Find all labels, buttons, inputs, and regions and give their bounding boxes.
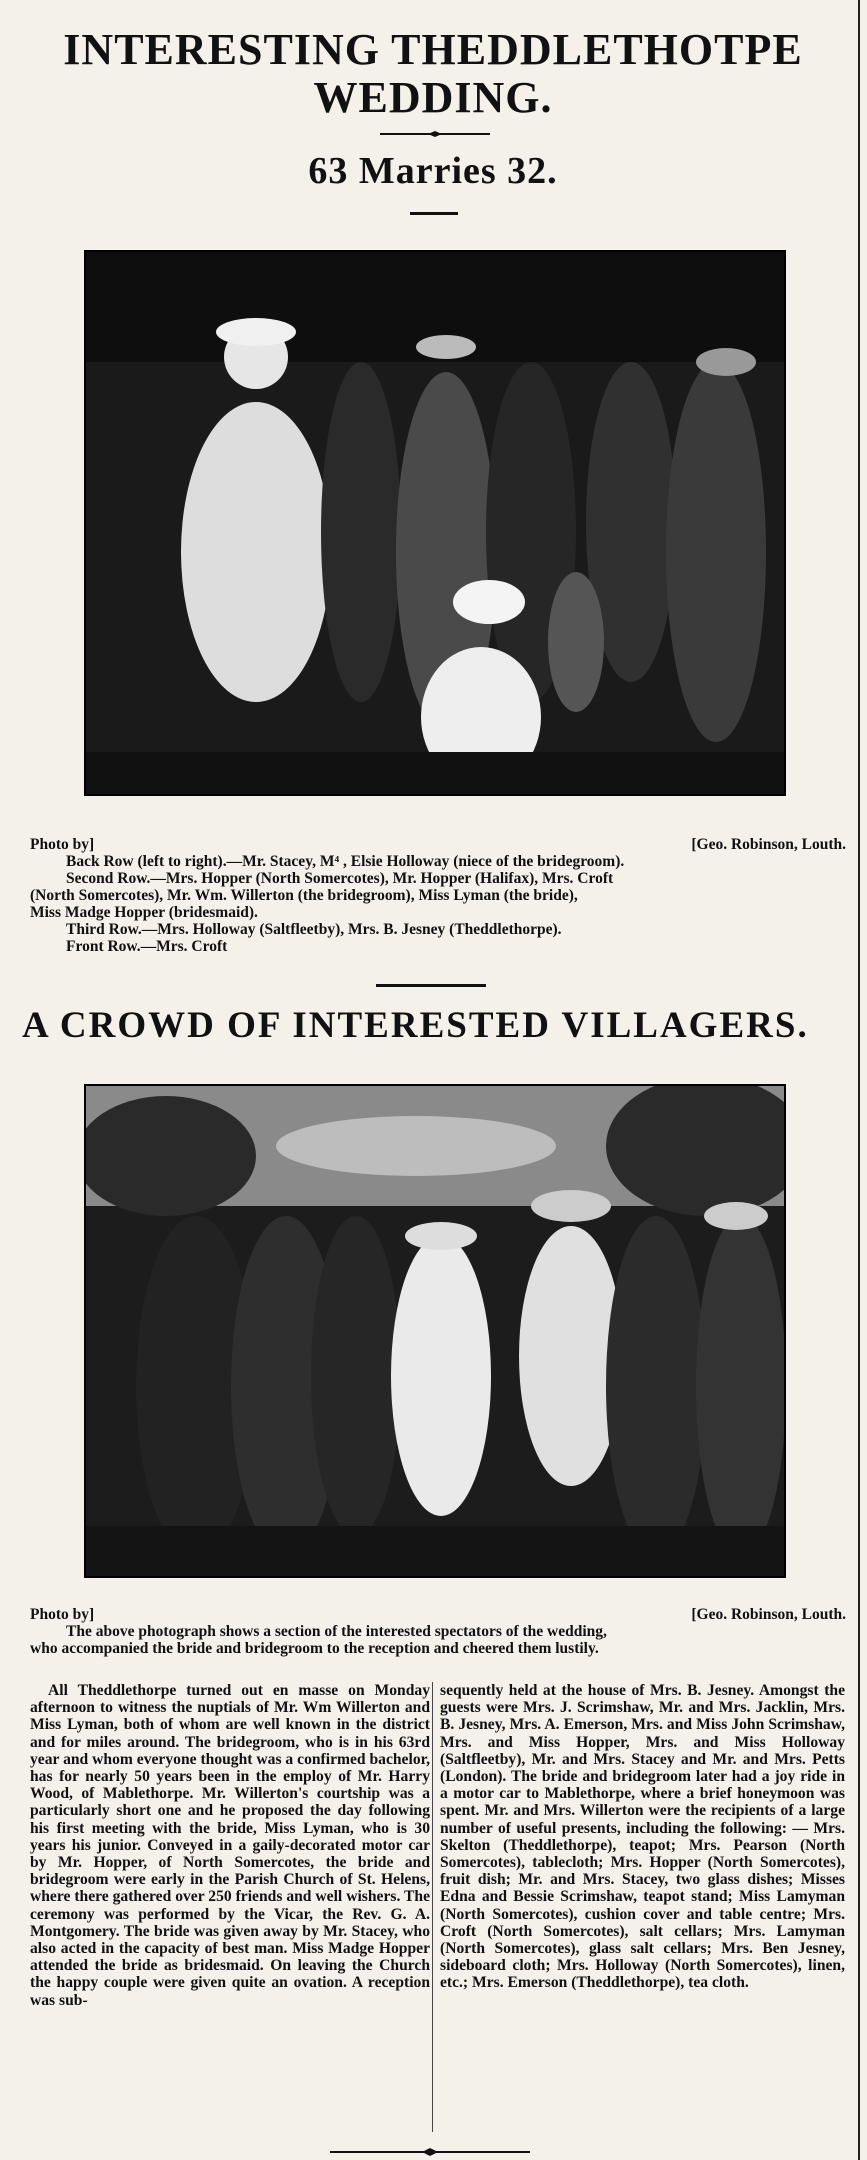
caption-second-row-cont: (North Somercotes), Mr. Wm. Willerton (the bridegroom), Miss Lyman (the bride), (30, 887, 578, 904)
photo2-credit-left: Photo by] (30, 1606, 95, 1623)
end-ornament (330, 2148, 530, 2156)
headline-line-2: WEDDING. (313, 73, 553, 122)
caption-front-row: Front Row.—Mrs. Croft (66, 938, 228, 955)
article-column-right (440, 1682, 845, 1992)
subheadline: 63 Marries 32. (308, 150, 558, 192)
article-column-left (30, 1682, 430, 2009)
subhead-rule (410, 212, 458, 215)
photo2-credit-right: [Geo. Robinson, Louth. (691, 1606, 846, 1623)
wedding-group-photo (84, 250, 786, 796)
caption-second-row: Second Row.—Mrs. Hopper (North Somercotes), Mr. Hopper (Halifax), Mrs. Croft (66, 870, 614, 887)
photo2-caption (30, 1606, 846, 1657)
headline-ornament (380, 131, 490, 137)
column-divider (432, 1682, 433, 2132)
photo2-credit (30, 1606, 846, 1623)
article-paragraph-right: sequently held at the house of Mrs. B. Jesney. Amongst the guests were Mrs. J. Scrimshaw, Mr. and Mrs. Jacklin, Mrs. B. Jesney, Mrs. A. Emerson, Mrs. and Miss John Scrimshaw, Mrs. and Miss Hopper, Mrs. and Miss Holloway (Saltfleetby), Mr. and Mrs. Stacey and Mr. and Mrs. Petts (London). The bride and bridegroom later had a joy ride in a motor car to Mablethorpe, where a brief honeymoon was spent. Mr. and Mrs. Willerton were the recipients of a large number of useful presents, including the following: — Mrs. Skelton (Theddlethorpe), teapot; Mrs. Pearson (North Somercotes), tablecloth; Mrs. Hopper (North Somercotes), fruit dish; Mr. and Mrs. Stacey, two glass dishes; Misses Edna and Bessie Scrimshaw, teapot stand; Miss Lamyman (North Somercotes), cushion cover and table centre; Mrs. Croft (North Somercotes), salt cellars; Mrs. Lamyman (North Somercotes), glass salt cellars; Mrs. Ben Jesney, sideboard cloth; Mrs. Holloway (North Somercotes), linen, etc.; Mrs. Emerson (Theddlethorpe), tea cloth. (440, 1682, 845, 1992)
photo2-caption-line-2: who accompanied the bride and bridegroom to the reception and cheered them lustily. (30, 1640, 599, 1657)
section-title: A CROWD OF INTERESTED VILLAGERS. (22, 1005, 809, 1046)
column-rule (858, 0, 860, 2160)
headline-line-1: INTERESTING THEDDLETHOTPE (63, 25, 803, 74)
photo1-credit-left: Photo by] (30, 836, 95, 853)
caption-back-row: Back Row (left to right).—Mr. Stacey, M⁴ , Elsie Holloway (niece of the bridegroom). (66, 853, 625, 870)
section-rule (376, 984, 486, 987)
photo1-credit (30, 836, 846, 853)
photo2-caption-line-1: The above photograph shows a section of the interested spectators of the wedding, (66, 1623, 607, 1640)
photo1-credit-right: [Geo. Robinson, Louth. (691, 836, 846, 853)
crowd-photo (84, 1084, 786, 1578)
caption-second-row-end: Miss Madge Hopper (bridesmaid). (30, 904, 258, 921)
caption-third-row: Third Row.—Mrs. Holloway (Saltfleetby), Mrs. B. Jesney (Theddlethorpe). (66, 921, 562, 938)
photo1-caption (30, 836, 846, 955)
article-paragraph-left: All Theddlethorpe turned out en masse on Monday afternoon to witness the nuptials of Mr. Wm Willerton and Miss Lyman, both of whom are well known in the district and for miles around. The bridegroom, who is in his 63rd year and whom everyone thought was a confirmed bachelor, has for nearly 50 years been in the employ of Mr. Harry Wood, of Mablethorpe. Mr. Willerton's courtship was a particularly short one and he proposed the day following his first meeting with the bride, Miss Lyman, who is 30 years his junior. Conveyed in a gaily-decorated motor car by Mr. Hopper, of North Somercotes, the bride and bridegroom were early in the Parish Church of St. Helens, where there gathered over 250 friends and well wishers. The ceremony was performed by the Vicar, the Rev. G. A. Montgomery. The bride was given away by Mr. Stacey, who also acted in the capacity of best man. Miss Madge Hopper attended the bride as bridesmaid. On leaving the Church the happy couple were given quite an ovation. A reception was sub- (30, 1682, 430, 2009)
